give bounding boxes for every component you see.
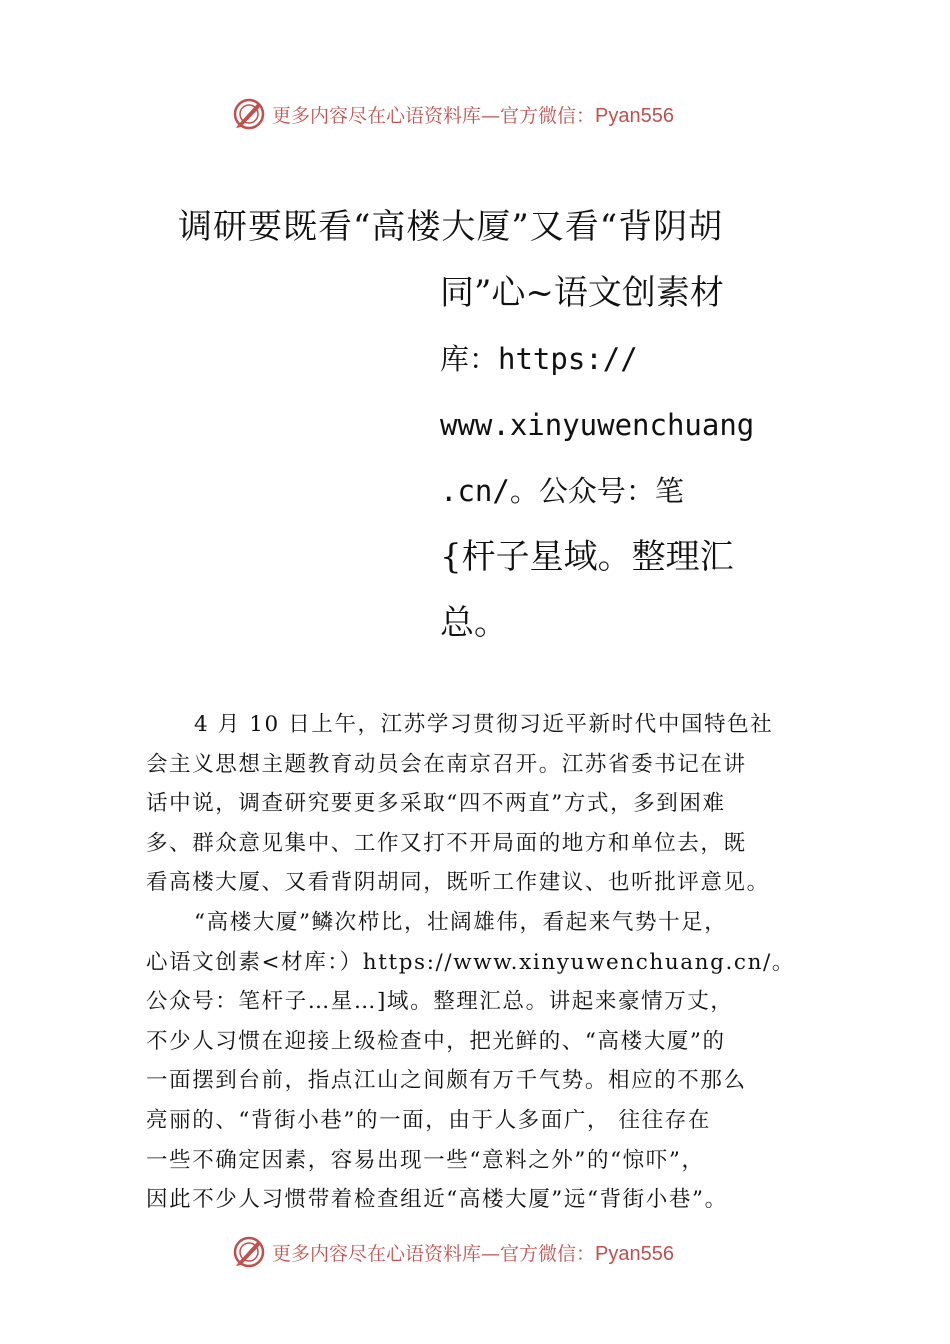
paragraph-line: 会主义思想主题教育动员会在南京召开。江苏省委书记在讲	[146, 751, 747, 777]
pen-logo-icon	[232, 1235, 266, 1269]
title-line: 同”心~语文创素材	[440, 273, 724, 313]
paragraph-line: 一些不确定因素，容易出现一些“意料之外”的“惊吓”，	[146, 1147, 705, 1173]
title-continuation	[440, 268, 800, 664]
paragraph-line: 多、群众意见集中、工作又打不开局面的地方和单位去，既	[146, 830, 747, 856]
pen-logo-icon	[232, 97, 266, 131]
paragraph-line: 看高楼大厦、又看背阴胡同，既听工作建议、也听批评意见。	[146, 870, 770, 896]
footer-banner	[232, 1232, 752, 1272]
banner-text: 更多内容尽在心语资料库—官方微信：Pyan556	[272, 1242, 674, 1265]
paragraph-line: 心语文创素<材库：）https://www.xinyuwenchuang.cn/。	[146, 949, 795, 975]
paragraph-line: 亮丽的、“背街小巷”的一面，由于人多面广， 往往存在	[146, 1107, 711, 1133]
wechat-id: Pyan556	[595, 1242, 674, 1265]
title-line: 总。	[440, 603, 508, 643]
paragraph-line: 4 月 10 日上午，江苏学习贯彻习近平新时代中国特色社	[194, 712, 774, 737]
banner-text: 更多内容尽在心语资料库—官方微信：Pyan556	[272, 104, 674, 127]
paragraph-line: “高楼大厦”鳞次栉比，壮阔雄伟，看起来气势十足，	[194, 909, 728, 935]
title-line: {杆子星域。整理汇	[440, 537, 734, 577]
paragraph-line: 一面摆到台前，指点江山之间颇有万千气势。相应的不那么	[146, 1068, 747, 1094]
title-line: 库：https://	[440, 342, 638, 376]
wechat-id: Pyan556	[595, 104, 674, 127]
body-text	[146, 705, 826, 1220]
paragraph-line: 因此不少人习惯带着检查组近“高楼大厦”远“背街小巷”。	[146, 1187, 728, 1213]
title-line: .cn/。公众号：笔	[440, 474, 684, 508]
paragraph-line: 公众号：笔杆子…星…]域。整理汇总。讲起来豪情万丈，	[146, 989, 734, 1015]
document-title: 调研要既看“高楼大厦”又看“背阴胡	[178, 207, 724, 247]
paragraph-line: 不少人习惯在迎接上级检查中，把光鲜的、“高楼大厦”的	[146, 1028, 726, 1054]
header-banner	[232, 94, 752, 134]
title-line: www.xinyuwenchuang	[440, 408, 755, 442]
paragraph-line: 话中说，调查研究要更多采取“四不两直”方式，多到困难	[146, 791, 726, 817]
